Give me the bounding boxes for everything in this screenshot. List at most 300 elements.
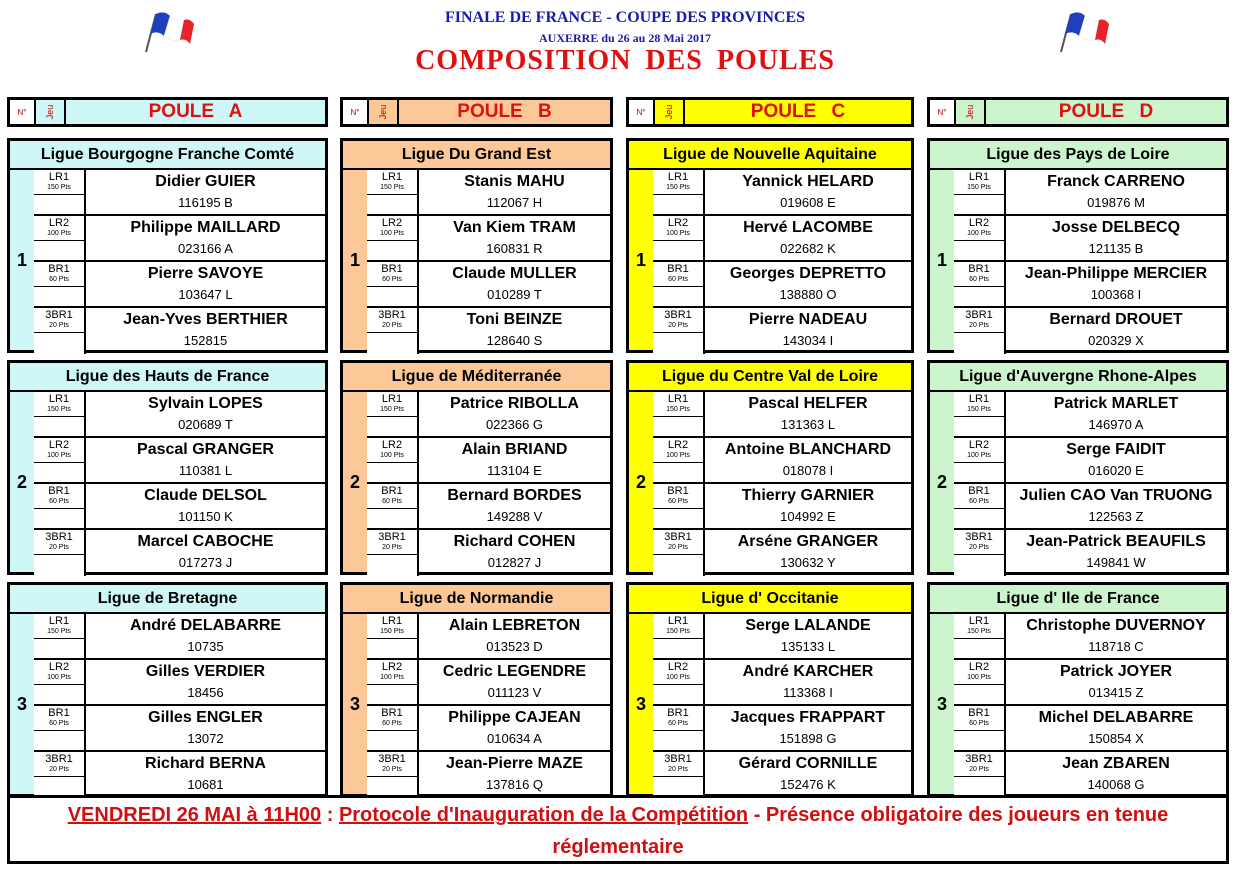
player-name: Sylvain LOPES xyxy=(148,395,263,412)
player-row xyxy=(367,170,610,216)
player-row xyxy=(954,392,1226,438)
rank-points: 100 Pts xyxy=(47,674,71,681)
rank-divider xyxy=(653,240,703,241)
league-name: Ligue de Nouvelle Aquitaine xyxy=(629,141,911,170)
rank-divider xyxy=(954,416,1004,417)
rank-divider xyxy=(34,730,84,731)
player-row xyxy=(34,614,325,660)
player-license: 149288 V xyxy=(486,509,543,524)
league-group xyxy=(626,360,914,575)
rank-points: 60 Pts xyxy=(49,498,69,505)
rank-divider xyxy=(34,332,84,333)
rank-points: 20 Pts xyxy=(969,322,989,329)
player-license: 18456 xyxy=(187,685,224,700)
player-row xyxy=(34,438,325,484)
league-group xyxy=(927,360,1229,575)
player-name: Bernard DROUET xyxy=(1049,311,1183,328)
player-row xyxy=(954,308,1226,354)
rank-points: 150 Pts xyxy=(666,628,690,635)
league-number: 3 xyxy=(10,614,36,794)
rank-divider xyxy=(367,240,417,241)
rank-divider xyxy=(367,286,417,287)
league-number: 2 xyxy=(10,392,36,572)
rank-divider xyxy=(367,194,417,195)
rank-code: BR1 xyxy=(381,263,403,275)
page-title: COMPOSITION DES POULES xyxy=(415,45,835,76)
player-name: Thierry GARNIER xyxy=(741,487,875,504)
player-rank xyxy=(34,308,86,354)
league-number: 2 xyxy=(930,392,956,572)
player-rank xyxy=(954,614,1006,658)
rank-code: LR2 xyxy=(48,661,70,673)
announcement-banner xyxy=(7,795,1229,864)
player-rank xyxy=(653,262,705,306)
player-license: 101150 K xyxy=(178,509,233,524)
player-row xyxy=(653,392,911,438)
player-rank xyxy=(653,484,705,528)
player-name: Bernard BORDES xyxy=(447,487,582,504)
player-rank xyxy=(367,484,419,528)
league-name: Ligue d' Occitanie xyxy=(629,585,911,614)
player-name: Arséne GRANGER xyxy=(737,533,879,550)
league-group xyxy=(927,582,1229,797)
player-license: 100368 I xyxy=(1090,287,1142,302)
player-name: Cedric LEGENDRE xyxy=(442,663,587,680)
player-name: Marcel CABOCHE xyxy=(137,533,274,550)
rank-code: 3BR1 xyxy=(965,753,993,765)
player-row xyxy=(34,660,325,706)
player-row xyxy=(653,308,911,354)
player-row xyxy=(367,392,610,438)
rank-divider xyxy=(653,684,703,685)
player-license: 10735 xyxy=(187,639,224,654)
rank-code: LR2 xyxy=(381,439,403,451)
player-license: 118718 C xyxy=(1088,639,1144,654)
player-name: Stanis MAHU xyxy=(464,173,565,190)
player-license: 010634 A xyxy=(487,731,542,746)
pool-header xyxy=(626,97,914,127)
pool-header xyxy=(340,97,613,127)
player-rank xyxy=(954,530,1006,576)
player-rank xyxy=(954,484,1006,528)
player-license: 023166 A xyxy=(178,241,233,256)
rank-code: LR2 xyxy=(667,439,689,451)
player-row xyxy=(367,614,610,660)
rank-divider xyxy=(954,684,1004,685)
rank-divider xyxy=(954,332,1004,333)
player-name: Hervé LACOMBE xyxy=(743,219,873,236)
player-license: 146970 A xyxy=(1088,417,1144,432)
rank-points: 20 Pts xyxy=(49,766,69,773)
player-row xyxy=(34,216,325,262)
rank-code: BR1 xyxy=(667,485,689,497)
player-rank xyxy=(653,308,705,354)
league-name: Ligue du Centre Val de Loire xyxy=(629,363,911,392)
league-name: Ligue de Méditerranée xyxy=(343,363,610,392)
rank-divider xyxy=(367,332,417,333)
player-name: Richard COHEN xyxy=(453,533,576,550)
player-name: André KARCHER xyxy=(742,663,874,680)
player-row xyxy=(34,484,325,530)
league-number: 1 xyxy=(10,170,36,350)
rank-divider xyxy=(653,554,703,555)
player-license: 010289 T xyxy=(487,287,542,302)
rank-divider xyxy=(653,776,703,777)
rank-divider xyxy=(367,462,417,463)
player-rank xyxy=(954,170,1006,214)
player-rank xyxy=(954,660,1006,704)
league-name: Ligue des Hauts de France xyxy=(10,363,325,392)
player-license: 017273 J xyxy=(178,555,233,570)
rank-code: BR1 xyxy=(968,485,990,497)
player-license: 112067 H xyxy=(486,195,543,210)
rank-code: BR1 xyxy=(48,485,70,497)
rank-divider xyxy=(367,638,417,639)
player-license: 140068 G xyxy=(1087,777,1145,792)
rank-points: 100 Pts xyxy=(967,452,991,459)
rank-code: 3BR1 xyxy=(664,531,692,543)
player-rank xyxy=(367,308,419,354)
jeu-column-header: Jeu xyxy=(956,100,986,124)
rank-points: 20 Pts xyxy=(382,322,402,329)
rank-code: 3BR1 xyxy=(965,309,993,321)
player-rank xyxy=(367,530,419,576)
player-rank xyxy=(653,614,705,658)
rank-code: LR2 xyxy=(667,217,689,229)
player-name: Claude DELSOL xyxy=(144,487,267,504)
rank-points: 100 Pts xyxy=(666,674,690,681)
player-name: Patrick JOYER xyxy=(1059,663,1173,680)
rank-divider xyxy=(34,286,84,287)
rank-divider xyxy=(367,508,417,509)
rank-code: BR1 xyxy=(48,707,70,719)
rank-points: 60 Pts xyxy=(49,276,69,283)
player-license: 110381 L xyxy=(178,463,233,478)
pool-title: POULE C xyxy=(685,100,911,124)
rank-points: 60 Pts xyxy=(668,276,688,283)
player-license: 016020 E xyxy=(1088,463,1144,478)
player-rank xyxy=(954,308,1006,354)
rank-divider xyxy=(653,508,703,509)
rank-divider xyxy=(367,416,417,417)
player-row xyxy=(954,660,1226,706)
rank-points: 20 Pts xyxy=(49,322,69,329)
rank-points: 100 Pts xyxy=(666,452,690,459)
rank-code: 3BR1 xyxy=(378,753,406,765)
rank-code: 3BR1 xyxy=(45,531,73,543)
player-name: Jean-Yves BERTHIER xyxy=(123,311,288,328)
player-license: 152815 xyxy=(183,333,228,348)
rank-code: LR2 xyxy=(48,217,70,229)
rank-code: LR2 xyxy=(968,661,990,673)
player-rank xyxy=(34,484,86,528)
rank-divider xyxy=(34,684,84,685)
player-name: Yannick HELARD xyxy=(742,173,874,190)
league-group xyxy=(340,138,613,353)
rank-divider xyxy=(34,240,84,241)
league-group xyxy=(340,360,613,575)
event-title: FINALE DE FRANCE - COUPE DES PROVINCES xyxy=(444,9,806,26)
rank-points: 20 Pts xyxy=(668,322,688,329)
rank-divider xyxy=(653,416,703,417)
rank-code: 3BR1 xyxy=(378,309,406,321)
player-row xyxy=(653,614,911,660)
player-rank xyxy=(653,216,705,260)
player-rank xyxy=(954,262,1006,306)
rank-points: 20 Pts xyxy=(668,544,688,551)
league-name: Ligue Bourgogne Franche Comté xyxy=(10,141,325,170)
league-name: Ligue de Normandie xyxy=(343,585,610,614)
player-rank xyxy=(367,752,419,798)
league-number: 3 xyxy=(343,614,369,794)
rank-points: 150 Pts xyxy=(380,184,404,191)
rank-code: LR1 xyxy=(667,393,689,405)
rank-code: LR1 xyxy=(667,615,689,627)
player-name: André DELABARRE xyxy=(129,617,282,634)
player-row xyxy=(367,484,610,530)
rank-code: LR1 xyxy=(667,171,689,183)
player-license: 152476 K xyxy=(780,777,836,792)
player-row xyxy=(954,170,1226,216)
player-rank xyxy=(653,752,705,798)
rank-points: 20 Pts xyxy=(969,766,989,773)
player-row xyxy=(367,706,610,752)
rank-code: LR2 xyxy=(667,661,689,673)
player-rank xyxy=(34,392,86,436)
player-license: 020329 X xyxy=(1088,333,1144,348)
rank-code: BR1 xyxy=(381,485,403,497)
rank-code: BR1 xyxy=(968,263,990,275)
player-row xyxy=(954,484,1226,530)
rank-code: LR2 xyxy=(48,439,70,451)
player-rank xyxy=(34,262,86,306)
player-name: Jean-Patrick BEAUFILS xyxy=(1026,533,1206,550)
player-rank xyxy=(34,530,86,576)
league-name: Ligue d'Auvergne Rhone-Alpes xyxy=(930,363,1226,392)
player-rank xyxy=(653,438,705,482)
rank-points: 20 Pts xyxy=(382,544,402,551)
player-row xyxy=(34,308,325,354)
player-license: 019608 E xyxy=(780,195,836,210)
player-rank xyxy=(653,392,705,436)
num-column-header: N° xyxy=(343,100,369,124)
player-name: Philippe MAILLARD xyxy=(130,219,281,236)
page-header xyxy=(0,0,1250,90)
player-name: Philippe CAJEAN xyxy=(448,709,581,726)
rank-divider xyxy=(34,638,84,639)
player-row xyxy=(34,530,325,576)
rank-points: 20 Pts xyxy=(969,544,989,551)
rank-points: 150 Pts xyxy=(47,184,71,191)
num-column-header: N° xyxy=(629,100,655,124)
player-row xyxy=(653,438,911,484)
player-row xyxy=(367,752,610,798)
rank-code: BR1 xyxy=(48,263,70,275)
player-name: Gilles VERDIER xyxy=(145,663,266,680)
player-row xyxy=(653,170,911,216)
league-group xyxy=(340,582,613,797)
league-number: 2 xyxy=(343,392,369,572)
rank-points: 150 Pts xyxy=(380,628,404,635)
player-license: 022682 K xyxy=(780,241,836,256)
player-name: Pascal HELFER xyxy=(748,395,868,412)
rank-divider xyxy=(954,240,1004,241)
player-row xyxy=(34,392,325,438)
announcement-text: - Présence obligatoire des joueurs en tenue réglementaire xyxy=(552,804,1169,858)
player-license: 103647 L xyxy=(178,287,233,302)
player-name: Richard BERNA xyxy=(145,755,266,772)
rank-points: 150 Pts xyxy=(47,406,71,413)
player-rank xyxy=(954,752,1006,798)
rank-points: 150 Pts xyxy=(967,184,991,191)
player-rank xyxy=(367,614,419,658)
league-name: Ligue de Bretagne xyxy=(10,585,325,614)
rank-points: 60 Pts xyxy=(668,498,688,505)
player-row xyxy=(34,170,325,216)
rank-divider xyxy=(954,730,1004,731)
rank-divider xyxy=(954,638,1004,639)
player-license: 104992 E xyxy=(780,509,836,524)
rank-points: 20 Pts xyxy=(382,766,402,773)
league-number: 3 xyxy=(930,614,956,794)
player-license: 022366 G xyxy=(485,417,544,432)
rank-code: LR1 xyxy=(968,615,990,627)
player-rank xyxy=(367,262,419,306)
player-license: 116195 B xyxy=(178,195,233,210)
player-license: 121135 B xyxy=(1088,241,1144,256)
jeu-column-header: Jeu xyxy=(655,100,685,124)
rank-code: LR1 xyxy=(48,171,70,183)
player-name: Michel DELABARRE xyxy=(1038,709,1194,726)
player-rank xyxy=(653,706,705,750)
rank-code: LR1 xyxy=(968,393,990,405)
player-name: Josse DELBECQ xyxy=(1051,219,1181,236)
rank-divider xyxy=(367,776,417,777)
player-rank xyxy=(954,392,1006,436)
rank-divider xyxy=(954,194,1004,195)
player-rank xyxy=(34,614,86,658)
player-rank xyxy=(954,438,1006,482)
num-column-header: N° xyxy=(930,100,956,124)
rank-points: 100 Pts xyxy=(380,452,404,459)
pool-header xyxy=(7,97,328,127)
player-name: Pierre NADEAU xyxy=(748,311,868,328)
announcement-event: Protocole d'Inauguration de la Compétition xyxy=(338,804,749,826)
player-name: Toni BEINZE xyxy=(466,311,563,328)
rank-code: BR1 xyxy=(968,707,990,719)
rank-code: LR2 xyxy=(968,439,990,451)
rank-divider xyxy=(34,416,84,417)
rank-divider xyxy=(653,194,703,195)
rank-points: 150 Pts xyxy=(380,406,404,413)
player-name: Patrick MARLET xyxy=(1053,395,1179,412)
rank-code: 3BR1 xyxy=(378,531,406,543)
rank-code: BR1 xyxy=(381,707,403,719)
rank-code: LR2 xyxy=(381,217,403,229)
league-group xyxy=(7,582,328,797)
rank-divider xyxy=(34,554,84,555)
rank-points: 100 Pts xyxy=(666,230,690,237)
rank-code: BR1 xyxy=(667,263,689,275)
player-name: Jacques FRAPPART xyxy=(730,709,886,726)
player-name: Van Kiem TRAM xyxy=(453,219,576,236)
rank-points: 150 Pts xyxy=(967,406,991,413)
rank-points: 60 Pts xyxy=(49,720,69,727)
player-name: Christophe DUVERNOY xyxy=(1026,617,1206,634)
player-row xyxy=(34,262,325,308)
rank-divider xyxy=(954,776,1004,777)
rank-code: LR1 xyxy=(48,615,70,627)
player-license: 113104 E xyxy=(487,463,542,478)
player-row xyxy=(954,752,1226,798)
player-row xyxy=(653,706,911,752)
player-rank xyxy=(367,706,419,750)
rank-divider xyxy=(653,286,703,287)
player-license: 012827 J xyxy=(487,555,542,570)
rank-code: 3BR1 xyxy=(45,309,73,321)
player-row xyxy=(367,438,610,484)
player-license: 013415 Z xyxy=(1088,685,1144,700)
rank-points: 60 Pts xyxy=(382,276,402,283)
rank-divider xyxy=(653,638,703,639)
num-column-header: N° xyxy=(10,100,36,124)
player-row xyxy=(954,216,1226,262)
league-group xyxy=(626,138,914,353)
player-rank xyxy=(954,216,1006,260)
rank-divider xyxy=(34,508,84,509)
player-row xyxy=(34,752,325,798)
player-rank xyxy=(653,660,705,704)
rank-divider xyxy=(367,730,417,731)
player-name: Alain LEBRETON xyxy=(448,617,581,634)
player-license: 10681 xyxy=(187,777,224,792)
player-rank xyxy=(34,752,86,798)
player-license: 150854 X xyxy=(1088,731,1144,746)
player-name: Jean ZBAREN xyxy=(1062,755,1170,772)
player-license: 137816 Q xyxy=(485,777,544,792)
player-name: Franck CARRENO xyxy=(1047,173,1185,190)
player-row xyxy=(954,530,1226,576)
rank-divider xyxy=(954,554,1004,555)
rank-code: LR1 xyxy=(381,393,403,405)
player-rank xyxy=(367,660,419,704)
rank-divider xyxy=(34,462,84,463)
pool-title: POULE D xyxy=(986,100,1226,124)
player-row xyxy=(653,660,911,706)
player-name: Didier GUIER xyxy=(155,173,256,190)
player-license: 122563 Z xyxy=(1088,509,1144,524)
player-license: 143034 I xyxy=(782,333,834,348)
rank-points: 150 Pts xyxy=(47,628,71,635)
rank-code: LR1 xyxy=(48,393,70,405)
player-rank xyxy=(34,170,86,214)
rank-code: LR2 xyxy=(381,661,403,673)
rank-divider xyxy=(653,730,703,731)
player-license: 160831 R xyxy=(486,241,543,256)
player-name: Jean-Philippe MERCIER xyxy=(1024,265,1208,282)
rank-code: 3BR1 xyxy=(965,531,993,543)
announcement-colon: : xyxy=(321,804,339,826)
rank-code: 3BR1 xyxy=(45,753,73,765)
rank-points: 20 Pts xyxy=(668,766,688,773)
player-row xyxy=(367,216,610,262)
rank-points: 60 Pts xyxy=(668,720,688,727)
player-rank xyxy=(34,660,86,704)
rank-code: LR2 xyxy=(968,217,990,229)
player-license: 135133 L xyxy=(780,639,836,654)
player-name: Claude MULLER xyxy=(452,265,577,282)
player-name: Patrice RIBOLLA xyxy=(450,395,579,412)
